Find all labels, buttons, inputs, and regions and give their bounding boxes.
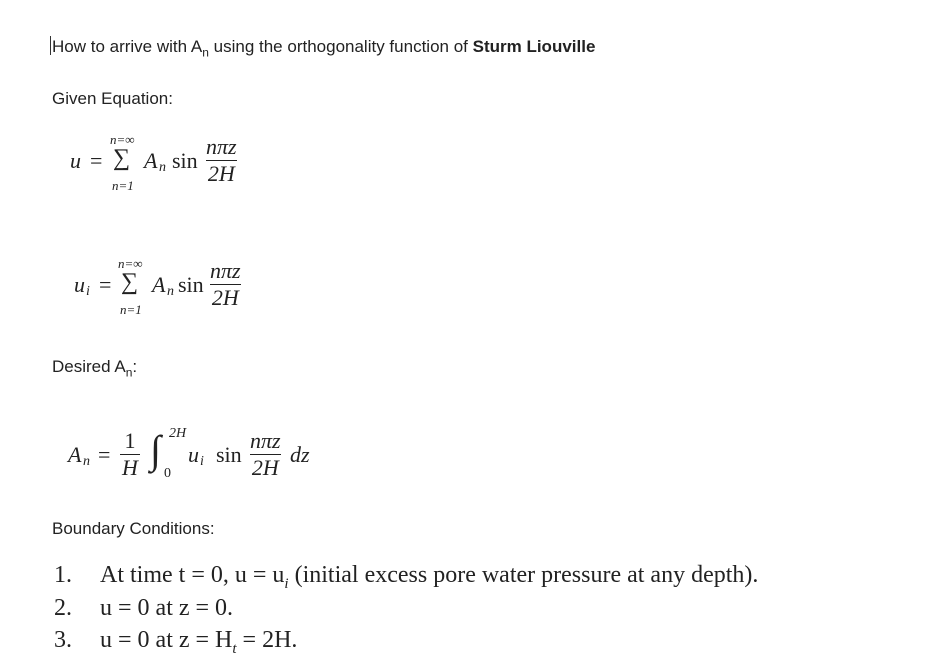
eq3-upper-limit: 2H bbox=[169, 426, 187, 441]
eq1-fraction bbox=[204, 134, 239, 187]
text-cursor bbox=[50, 36, 51, 55]
eq2-sigma: ∑ bbox=[121, 269, 139, 295]
condition-3-tail: = 2H. bbox=[236, 627, 298, 653]
eq2-fraction bbox=[208, 258, 243, 311]
eq3-lower-limit: 0 bbox=[164, 466, 171, 481]
desired-subscript: n bbox=[125, 365, 133, 380]
condition-1-tail: (initial excess pore water pressure at any depth). bbox=[288, 562, 759, 588]
eq1-sin: sin bbox=[172, 148, 198, 173]
eq2-lower-limit: n=1 bbox=[120, 302, 142, 317]
eq3-dz: dz bbox=[290, 442, 310, 467]
page-heading bbox=[50, 36, 595, 59]
condition-1-subscript: i bbox=[284, 575, 289, 592]
eq2-coef-subscript: n bbox=[167, 284, 174, 299]
eq3-lhs: A bbox=[68, 442, 82, 467]
desired-suffix: : bbox=[132, 357, 138, 376]
heading-bold: Sturm Liouville bbox=[472, 37, 596, 56]
condition-3 bbox=[54, 627, 297, 658]
eq3-lhs-subscript: n bbox=[83, 454, 90, 469]
eq2-sin: sin bbox=[178, 272, 204, 297]
condition-2-text: u = 0 at z = 0. bbox=[100, 595, 234, 621]
eq1-coef-subscript: n bbox=[159, 160, 166, 175]
eq3-sin: sin bbox=[216, 442, 242, 467]
eq3-u: u bbox=[188, 442, 199, 467]
eq3-numerator: nπz bbox=[250, 428, 281, 453]
eq1-lower-limit: n=1 bbox=[112, 178, 134, 193]
condition-1-number: 1. bbox=[54, 562, 72, 588]
condition-3-subscript: t bbox=[232, 640, 237, 657]
condition-3-text: u = 0 at z = H bbox=[100, 627, 233, 653]
heading-subscript: n bbox=[202, 45, 209, 60]
eq1-upper-limit: n=∞ bbox=[110, 132, 135, 147]
condition-2-number: 2. bbox=[54, 595, 72, 621]
condition-3-number: 3. bbox=[54, 627, 72, 653]
eq1-coefficient: A bbox=[144, 148, 158, 173]
eq2-denominator: 2H bbox=[211, 285, 239, 310]
boundary-conditions-label: Boundary Conditions: bbox=[52, 519, 215, 538]
heading-prefix: How to arrive with A bbox=[52, 37, 203, 56]
eq2-numerator: nπz bbox=[210, 258, 241, 283]
heading-middle: using the orthogonality function of bbox=[208, 37, 473, 56]
condition-1 bbox=[54, 562, 758, 593]
desired-prefix: Desired A bbox=[52, 357, 126, 376]
eq1-numerator: nπz bbox=[206, 134, 237, 159]
eq3-integral: ∫ bbox=[150, 427, 161, 472]
eq3-denominator: 2H bbox=[251, 455, 279, 480]
eq1-sigma: ∑ bbox=[113, 145, 131, 171]
eq2-equals: = bbox=[99, 272, 112, 297]
eq3-fraction bbox=[248, 428, 283, 481]
eq2-lhs-subscript: i bbox=[86, 284, 90, 299]
eq3-u-subscript: i bbox=[200, 454, 204, 469]
eq3-fraction-1-over-h bbox=[120, 428, 140, 481]
eq1-lhs: u bbox=[70, 148, 81, 173]
eq2-lhs: u bbox=[74, 272, 85, 297]
eq1-equals: = bbox=[90, 148, 103, 173]
eq2-coefficient: A bbox=[152, 272, 166, 297]
eq3-frac-denominator: H bbox=[122, 455, 138, 480]
condition-2 bbox=[54, 595, 233, 622]
eq3-equals: = bbox=[98, 442, 111, 467]
condition-1-text: At time t = 0, u = u bbox=[100, 562, 285, 588]
desired-label bbox=[52, 357, 137, 379]
eq2-upper-limit: n=∞ bbox=[118, 256, 143, 271]
given-equation-label: Given Equation: bbox=[52, 89, 173, 108]
eq1-denominator: 2H bbox=[207, 161, 235, 186]
eq3-frac-numerator: 1 bbox=[124, 428, 136, 453]
